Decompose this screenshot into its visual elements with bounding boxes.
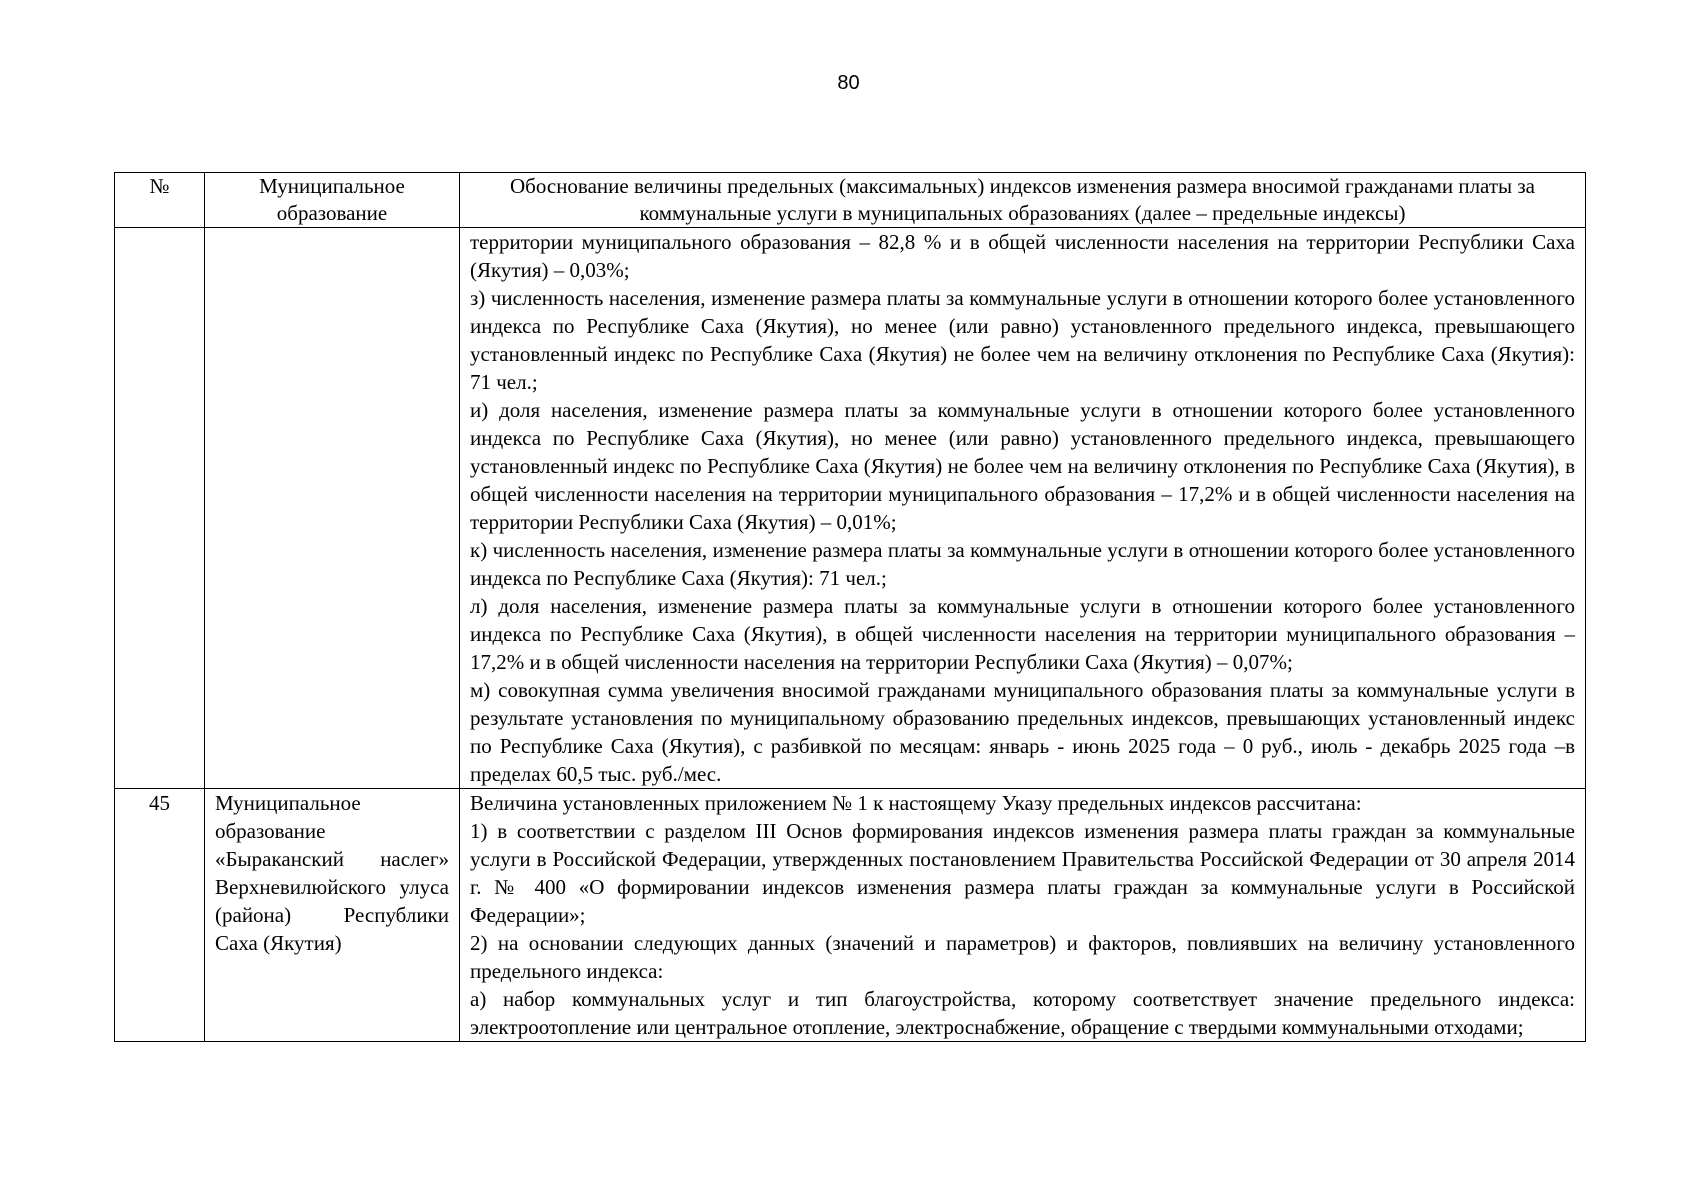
header-municipality: Муниципальное образование <box>205 173 460 228</box>
row-number: 45 <box>115 789 205 1042</box>
justification-paragraph: территории муниципального образования – 82,8 % и в общей численности населения на территории Республики Саха (Якутия) – 0,03%; <box>470 230 1575 282</box>
row-municipality: Муниципальное образование «Быраканский наслег» Верхневилюйского улуса (района) Республики Саха (Якутия) <box>205 789 460 1042</box>
justification-paragraph: з) численность населения, изменение размера платы за коммунальные услуги в отношении которого более установленного индекса по Республике Саха (Якутия), но менее (или равно) установленного предельного индекса, превышающего установленный индекс по Республике Саха (Якутия) не более чем на величину отклонения по Республике Саха (Якутия): 71 чел.; <box>470 286 1575 394</box>
justification-paragraph: л) доля населения, изменение размера платы за коммунальные услуги в отношении которого более установленного индекса по Республике Саха (Якутия), в общей численности населения на территории муниципального образования – 17,2% и в общей численности населения на территории Республики Саха (Якутия) – 0,07%; <box>470 594 1575 674</box>
row-municipality <box>205 228 460 789</box>
justification-paragraph: а) набор коммунальных услуг и тип благоустройства, которому соответствует значение предельного индекса: электроотопление или центральное отопление, электроснабжение, обращение с твердыми коммунальными отходами; <box>470 987 1575 1039</box>
row-justification <box>460 228 1586 789</box>
row-number <box>115 228 205 789</box>
justification-paragraph: 1) в соответствии с разделом III Основ формирования индексов изменения размера платы граждан за коммунальные услуги в Российской Федерации, утвержденных постановлением Правительства Российской Федерации от 30 апреля 2014 г. № 400 «О формировании индексов изменения размера платы граждан за коммунальные услуги в Российской Федерации»; <box>470 819 1575 927</box>
table-row <box>115 789 1586 1042</box>
table-header-row <box>115 173 1586 228</box>
justification-paragraph: и) доля населения, изменение размера платы за коммунальные услуги в отношении которого более установленного индекса по Республике Саха (Якутия), но менее (или равно) установленного предельного индекса, превышающего установленный индекс по Республике Саха (Якутия) не более чем на величину отклонения по Республике Саха (Якутия), в общей численности населения на территории муниципального образования – 17,2% и в общей численности населения на территории Республики Саха (Якутия) – 0,01%; <box>470 398 1575 534</box>
justification-paragraph: м) совокупная сумма увеличения вносимой гражданами муниципального образования платы за коммунальные услуги в результате установления по муниципальному образованию предельных индексов, превышающих установленный индекс по Республике Саха (Якутия), с разбивкой по месяцам: январь - июнь 2025 года – 0 руб., июль - декабрь 2025 года –в пределах 60,5 тыс. руб./мес. <box>470 678 1575 786</box>
table-row <box>115 228 1586 789</box>
header-justification: Обоснование величины предельных (максимальных) индексов изменения размера вносимой гражданами платы за коммунальные услуги в муниципальных образованиях (далее – предельные индексы) <box>460 173 1586 228</box>
page-number: 80 <box>837 72 860 94</box>
justification-paragraph: Величина установленных приложением № 1 к настоящему Указу предельных индексов рассчитана: <box>470 791 1362 815</box>
justification-table <box>114 172 1586 1042</box>
justification-paragraph: 2) на основании следующих данных (значений и параметров) и факторов, повлиявших на величину установленного предельного индекса: <box>470 931 1575 983</box>
row-justification <box>460 789 1586 1042</box>
header-number: № <box>115 173 205 228</box>
justification-paragraph: к) численность населения, изменение размера платы за коммунальные услуги в отношении которого более установленного индекса по Республике Саха (Якутия): 71 чел.; <box>470 538 1575 590</box>
